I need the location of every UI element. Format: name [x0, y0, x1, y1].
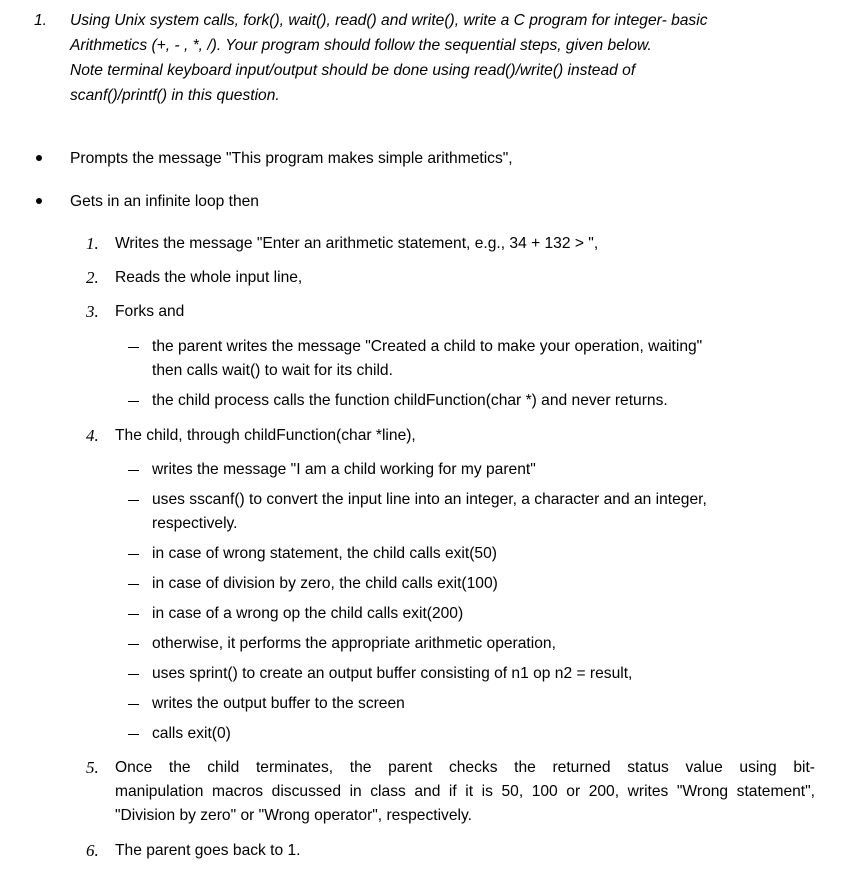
step-3-sub-1-line-2: then calls wait() to wait for its child. — [152, 362, 393, 379]
step-6-text: The parent goes back to 1. — [115, 842, 301, 859]
intro-line-1: Using Unix system calls, fork(), wait(), read() and write(), write a C program for integer- basic — [70, 12, 708, 29]
bullet-loop: Gets in an infinite loop then — [70, 193, 259, 210]
dash-icon — [128, 554, 139, 555]
step-4-sub-2-line-2: respectively. — [152, 515, 238, 532]
question-number: 1. — [34, 12, 48, 29]
intro-line-2: Arithmetics (+, - , *, /). Your program should follow the sequential steps, given below. — [70, 37, 652, 54]
intro-line-4: scanf()/printf() in this question. — [70, 87, 280, 104]
step-4-sub-1: writes the message "I am a child working for my parent" — [152, 461, 536, 478]
dash-icon — [128, 584, 139, 585]
dash-icon — [128, 644, 139, 645]
step-3-text: Forks and — [115, 303, 185, 320]
step-5-line-1: Once the child terminates, the parent checks the returned status value using bit- — [115, 759, 815, 776]
step-5-line-2: manipulation macros discussed in class and if it is 50, 100 or 200, writes "Wrong statement", — [115, 783, 815, 800]
step-1-text: Writes the message "Enter an arithmetic statement, e.g., 34 + 132 > ", — [115, 235, 599, 252]
dash-icon — [128, 401, 139, 402]
bullet-dot-icon — [36, 155, 42, 161]
step-3-sub-2: the child process calls the function childFunction(char *) and never returns. — [152, 392, 668, 409]
bullet-dot-icon — [36, 198, 42, 204]
step-4-text: The child, through childFunction(char *line), — [115, 427, 416, 444]
step-5-line-3: "Division by zero" or "Wrong operator", respectively. — [115, 807, 472, 824]
step-6-number: 6. — [86, 841, 99, 860]
step-4-sub-9: calls exit(0) — [152, 725, 231, 742]
step-4-sub-3: in case of wrong statement, the child calls exit(50) — [152, 545, 497, 562]
step-4-sub-5: in case of a wrong op the child calls exit(200) — [152, 605, 464, 622]
dash-icon — [128, 674, 139, 675]
step-4-sub-4: in case of division by zero, the child calls exit(100) — [152, 575, 498, 592]
dash-icon — [128, 734, 139, 735]
dash-icon — [128, 470, 139, 471]
step-2-number: 2. — [86, 268, 99, 287]
step-3-number: 3. — [86, 302, 99, 321]
step-3-sub-1-line-1: the parent writes the message "Created a child to make your operation, waiting" — [152, 338, 703, 355]
step-1-number: 1. — [86, 234, 99, 253]
step-4-sub-2-line-1: uses sscanf() to convert the input line into an integer, a character and an integer, — [152, 491, 707, 508]
step-4-sub-6: otherwise, it performs the appropriate arithmetic operation, — [152, 635, 556, 652]
step-2-text: Reads the whole input line, — [115, 269, 303, 286]
step-4-sub-7: uses sprint() to create an output buffer consisting of n1 op n2 = result, — [152, 665, 633, 682]
dash-icon — [128, 500, 139, 501]
step-5-number: 5. — [86, 758, 99, 777]
dash-icon — [128, 347, 139, 348]
step-4-sub-8: writes the output buffer to the screen — [152, 695, 405, 712]
bullet-prompt: Prompts the message "This program makes simple arithmetics", — [70, 150, 513, 167]
dash-icon — [128, 704, 139, 705]
dash-icon — [128, 614, 139, 615]
intro-line-3: Note terminal keyboard input/output should be done using read()/write() instead of — [70, 62, 636, 79]
step-4-number: 4. — [86, 426, 99, 445]
